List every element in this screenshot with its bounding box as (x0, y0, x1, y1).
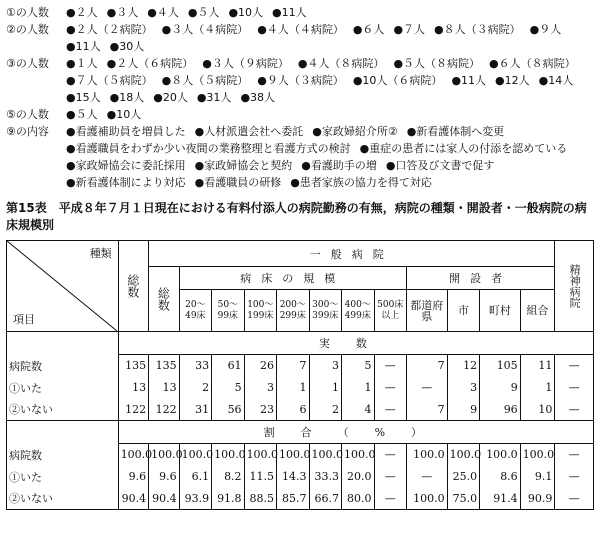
table-cell: 6 (277, 399, 309, 421)
table-cell: 100.0 (179, 444, 211, 466)
note-items (66, 4, 596, 21)
table-row (7, 355, 594, 377)
section-actual-header (7, 332, 594, 355)
table-cell: 135 (118, 355, 148, 377)
table-cell: 2 (309, 399, 341, 421)
note-item: ●口答及び文書で促す (385, 159, 495, 172)
table-row (7, 466, 594, 488)
table-cell: 9.1 (520, 466, 555, 488)
table-cell: — (555, 377, 594, 399)
bed-scale-header: 500床以上 (374, 290, 406, 332)
note-item: ●12人 (495, 74, 530, 87)
table-cell: 13 (118, 377, 148, 399)
note-item: ●８人（５病院） (161, 74, 249, 87)
table-cell: 90.9 (520, 488, 555, 510)
note-label: ⑤の人数 (6, 108, 49, 121)
table-cell: — (555, 466, 594, 488)
note-row (6, 55, 596, 106)
table-row (7, 399, 594, 421)
table-row (7, 377, 594, 399)
table-cell: 5 (342, 355, 374, 377)
table-cell: 93.9 (179, 488, 211, 510)
table-cell: 7 (406, 399, 447, 421)
table-cell: — (406, 377, 447, 399)
note-label: ③の人数 (6, 57, 49, 70)
table-cell: 10 (520, 399, 555, 421)
note-item: ●５人 (66, 108, 98, 121)
table-cell: 88.5 (244, 488, 276, 510)
table-cell: — (374, 377, 406, 399)
note-item: ●患者家族の協力を得て対応 (290, 176, 432, 189)
table-cell: 90.4 (118, 488, 148, 510)
founder-header: 町村 (480, 290, 521, 332)
note-items (66, 55, 596, 106)
bed-scale-header: 50～99床 (212, 290, 244, 332)
row-label: 病院数 (7, 355, 119, 377)
table-cell: 4 (342, 399, 374, 421)
table-cell: 9 (447, 399, 479, 421)
note-item: ●10人 (106, 108, 142, 121)
table-cell: 1 (309, 377, 341, 399)
bed-scale-header: 400～499床 (342, 290, 374, 332)
header-corner-cell (7, 241, 119, 332)
table-cell: 6.1 (179, 466, 211, 488)
table-cell: 8.6 (480, 466, 521, 488)
bed-scale-header: 200～299床 (277, 290, 309, 332)
table-cell: — (374, 444, 406, 466)
table-cell: 33.3 (309, 466, 341, 488)
note-item: ●看護職員をわずか少い夜間の業務整理と看護方式の検討 (66, 142, 351, 155)
table-cell: 33 (179, 355, 211, 377)
table-title-text: 平成８年７月１日現在における有料付添人の病院勤務の有無，病院の種類・開設者・一般病院の病床規模別 (6, 201, 587, 232)
note-item: ●５人 (187, 6, 220, 19)
table-code: 第15表 (6, 201, 47, 215)
note-items (66, 123, 596, 191)
table-row (7, 488, 594, 510)
table-cell: 66.7 (309, 488, 341, 510)
note-item: ●３人（９病院） (202, 57, 289, 70)
note-item: ●10人（６病院） (352, 74, 443, 87)
note-item: ●30人 (109, 40, 145, 53)
note-item: ●２人（２病院） (66, 23, 153, 36)
section-label: 実数 (118, 332, 593, 355)
note-item: ●２人（６病院） (106, 57, 194, 70)
note-items (66, 106, 596, 123)
statistics-table (6, 240, 594, 510)
table-cell: — (374, 399, 406, 421)
note-label: ①の人数 (6, 6, 49, 19)
note-item: ●６人（８病院） (489, 57, 576, 70)
note-item: ●看護補助員を増員した (66, 125, 186, 138)
header-total: 総数 (118, 241, 148, 332)
table-cell: 91.4 (480, 488, 521, 510)
table-cell: 14.3 (277, 466, 309, 488)
table-cell: 96 (480, 399, 521, 421)
table-cell: 20.0 (342, 466, 374, 488)
table-cell: 9.6 (118, 466, 148, 488)
table-cell: 105 (480, 355, 521, 377)
table-cell: 135 (149, 355, 179, 377)
table-cell: 3 (244, 377, 276, 399)
table-cell: 85.7 (277, 488, 309, 510)
bed-scale-header: 100～199床 (244, 290, 276, 332)
table-cell: 9 (480, 377, 521, 399)
table-cell: 12 (447, 355, 479, 377)
table-cell: 80.0 (342, 488, 374, 510)
note-item: ●18人 (109, 91, 145, 104)
table-cell: — (555, 488, 594, 510)
note-item: ●看護職員の研修 (194, 176, 282, 189)
note-item: ●７人（５病院） (66, 74, 153, 87)
table-cell: 3 (447, 377, 479, 399)
table-cell: 2 (179, 377, 211, 399)
table-cell: 11 (520, 355, 555, 377)
table-cell: 7 (277, 355, 309, 377)
table-cell: — (374, 355, 406, 377)
table-cell: 1 (520, 377, 555, 399)
table-cell: 75.0 (447, 488, 479, 510)
row-label: ①いた (7, 377, 119, 399)
table-cell: 26 (244, 355, 276, 377)
section-spacer (7, 332, 119, 355)
note-item: ●４人 (147, 6, 179, 19)
table-cell: 5 (212, 377, 244, 399)
table-cell: 100.0 (244, 444, 276, 466)
table-cell: 1 (342, 377, 374, 399)
note-item: ●新看護体制へ変更 (406, 125, 505, 138)
note-item: ●10人 (228, 6, 264, 19)
bed-scale-header: 300～399床 (309, 290, 341, 332)
corner-bottom-label: 項目 (13, 313, 35, 326)
table-cell: 100.0 (149, 444, 179, 466)
note-item: ●４人（４病院） (257, 23, 344, 36)
founder-header: 市 (447, 290, 479, 332)
note-row (6, 106, 596, 123)
section-label: 割合（%） (118, 421, 593, 444)
table-cell: 13 (149, 377, 179, 399)
note-item: ●20人 (153, 91, 188, 104)
note-item: ●38人 (240, 91, 276, 104)
table-cell: 100.0 (406, 488, 447, 510)
table-cell: 100.0 (342, 444, 374, 466)
section-spacer (7, 421, 119, 444)
table-cell: 61 (212, 355, 244, 377)
note-item: ●２人 (66, 6, 98, 19)
table-cell: — (374, 466, 406, 488)
note-item: ●11人 (66, 40, 101, 53)
note-item: ●家政婦協会と契約 (194, 159, 293, 172)
note-row (6, 21, 596, 55)
table-cell: 122 (149, 399, 179, 421)
table-cell: 23 (244, 399, 276, 421)
note-item: ●看護助手の増 (301, 159, 377, 172)
note-items (66, 21, 596, 55)
note-item: ●９人 (529, 23, 562, 36)
table-cell: 7 (406, 355, 447, 377)
note-item: ●８人（３病院） (434, 23, 521, 36)
table-cell: — (555, 355, 594, 377)
note-label: ②の人数 (6, 23, 49, 36)
corner-top-label: 種類 (89, 247, 112, 260)
note-row (6, 4, 596, 21)
note-item: ●６人 (352, 23, 385, 36)
note-item: ●１人 (66, 57, 98, 70)
note-item: ●15人 (66, 91, 101, 104)
table-cell: 11.5 (244, 466, 276, 488)
table-row (7, 444, 594, 466)
note-item: ●家政婦協会に委託採用 (66, 159, 186, 172)
header-psych: 精神病院 (555, 241, 594, 332)
table-cell: 31 (179, 399, 211, 421)
note-item: ●11人 (272, 6, 307, 19)
note-item: ●７人 (393, 23, 426, 36)
table-cell: 100.0 (406, 444, 447, 466)
table-cell: 56 (212, 399, 244, 421)
note-item: ●９人（３病院） (257, 74, 344, 87)
note-item: ●重症の患者には家人の付添を認めている (359, 142, 568, 155)
table-cell: — (406, 466, 447, 488)
table-cell: 9.6 (149, 466, 179, 488)
table-cell: 100.0 (309, 444, 341, 466)
founder-header: 都道府県 (406, 290, 447, 332)
table-cell: 122 (118, 399, 148, 421)
header-founder: 開設者 (406, 267, 554, 290)
table-cell: — (374, 488, 406, 510)
note-item: ●５人（８病院） (393, 57, 481, 70)
header-bed-scale: 病床の規模 (179, 267, 406, 290)
table-cell: 100.0 (212, 444, 244, 466)
table-cell: 100.0 (277, 444, 309, 466)
table-cell: 100.0 (118, 444, 148, 466)
header-general-hospital: 一般病院 (149, 241, 555, 267)
table-cell: 8.2 (212, 466, 244, 488)
bed-scale-header: 20～49床 (179, 290, 211, 332)
note-item: ●11人 (451, 74, 487, 87)
table-cell: 1 (277, 377, 309, 399)
note-item: ●新看護体制により対応 (66, 176, 186, 189)
note-item: ●家政婦紹介所② (312, 125, 398, 138)
table-cell: — (555, 444, 594, 466)
row-label: ②いない (7, 488, 119, 510)
note-item: ●４人（８病院） (297, 57, 385, 70)
table-cell: 25.0 (447, 466, 479, 488)
row-label: ①いた (7, 466, 119, 488)
table-cell: 100.0 (520, 444, 555, 466)
notes-block (6, 4, 596, 191)
table-cell: 100.0 (480, 444, 521, 466)
row-label: ②いない (7, 399, 119, 421)
row-label: 病院数 (7, 444, 119, 466)
note-label: ⑨の内容 (6, 125, 49, 138)
table-cell: 3 (309, 355, 341, 377)
table-cell: — (555, 399, 594, 421)
note-item: ●３人（４病院） (161, 23, 249, 36)
note-item: ●31人 (196, 91, 232, 104)
table-cell: 91.8 (212, 488, 244, 510)
note-item: ●３人 (106, 6, 139, 19)
header-general-total: 総数 (149, 267, 179, 332)
note-item: ●14人 (538, 74, 574, 87)
table-cell: 100.0 (447, 444, 479, 466)
note-row (6, 123, 596, 191)
table-title (6, 200, 596, 234)
note-item: ●人材派遣会社へ委託 (194, 125, 304, 138)
table-cell: 90.4 (149, 488, 179, 510)
section-ratio-header (7, 421, 594, 444)
founder-header: 組合 (520, 290, 555, 332)
